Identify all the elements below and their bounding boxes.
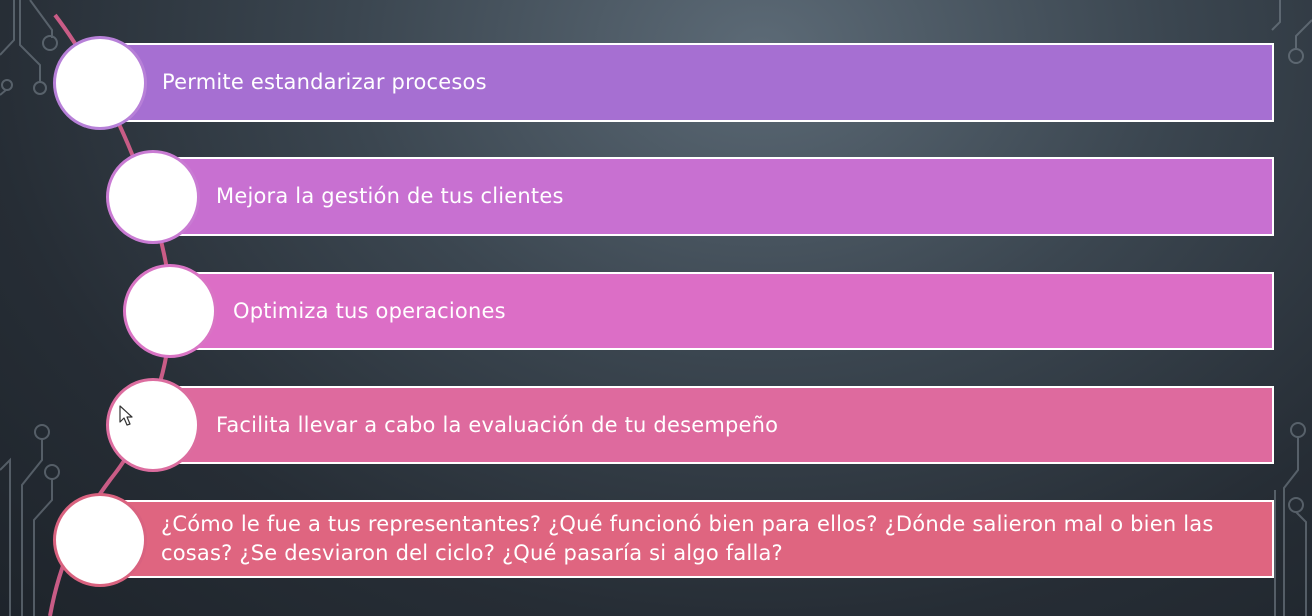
- list-item-bar: [170, 272, 1274, 350]
- list-item-circle: [123, 264, 217, 358]
- list-item-circle: [53, 493, 147, 587]
- list-item-circle: [106, 150, 200, 244]
- list-item-text: ¿Cómo le fue a tus representantes? ¿Qué funcionó bien para ellos? ¿Dónde salieron mal o bien las cosas? ¿Se desviaron del ciclo? ¿Qué pasaría si algo falla?: [161, 512, 1214, 565]
- list-item-text: Optimiza tus operaciones: [233, 298, 506, 323]
- list-item-bar: [100, 500, 1274, 578]
- list-item-text: Permite estandarizar procesos: [162, 70, 487, 94]
- mouse-cursor-icon: [119, 405, 135, 427]
- list-item-bar: [153, 386, 1274, 464]
- list-item-bar: [153, 157, 1274, 236]
- list-item-bar: [100, 43, 1274, 122]
- list-item-text: Mejora la gestión de tus clientes: [216, 184, 564, 208]
- list-item-text: Facilita llevar a cabo la evaluación de tu desempeño: [216, 412, 779, 437]
- list-item-circle: [53, 36, 147, 130]
